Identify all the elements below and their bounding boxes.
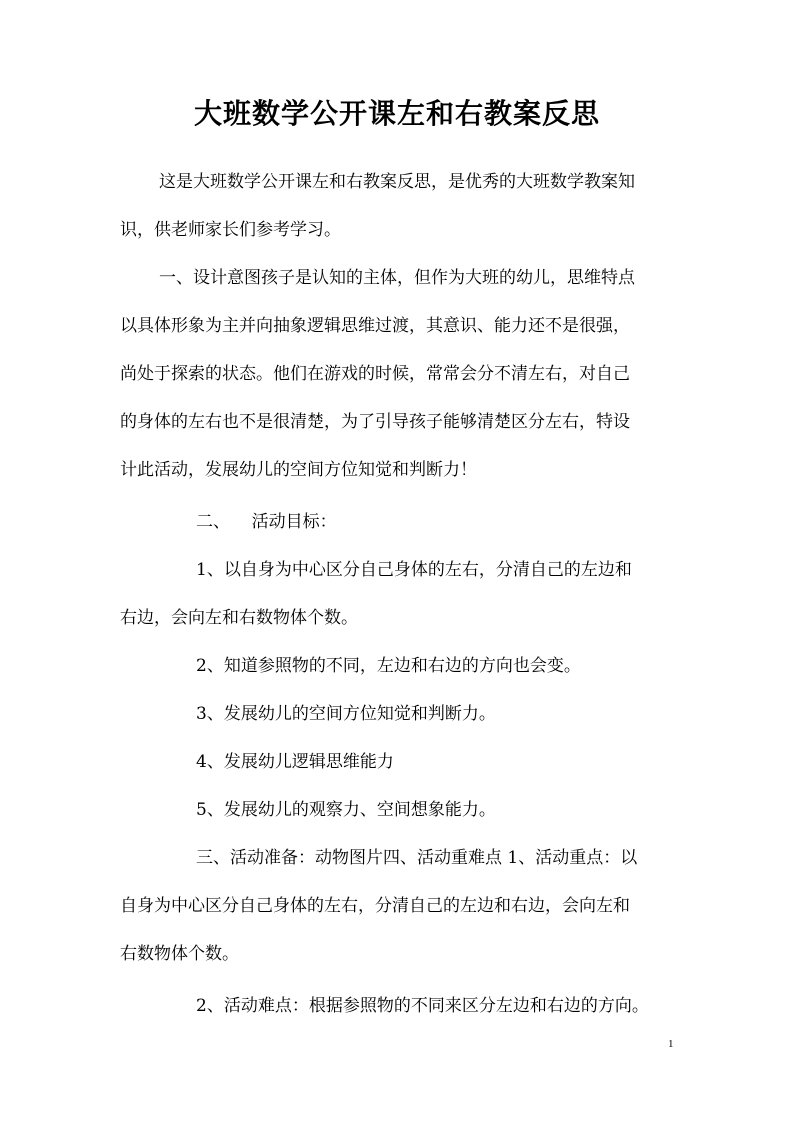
paragraph-line: 自身为中心区分自己身体的左右，分清自己的左边和右边，会向左和 bbox=[120, 896, 630, 916]
paragraph-line: 识，供老师家长们参考学习。 bbox=[120, 220, 341, 240]
list-item-continuation: 右边，会向左和右数物体个数。 bbox=[120, 608, 358, 628]
list-item: 1、以自身为中心区分自己身体的左右，分清自己的左边和 bbox=[196, 560, 632, 580]
paragraph-line: 的身体的左右也不是很清楚，为了引导孩子能够清楚区分左右，特设 bbox=[120, 412, 630, 432]
paragraph-line: 一、设计意图孩子是认知的主体，但作为大班的幼儿，思维特点 bbox=[159, 268, 635, 288]
list-item: 3、发展幼儿的空间方位知觉和判断力。 bbox=[196, 704, 496, 724]
paragraph-line: 计此活动，发展幼儿的空间方位知觉和判断力！ bbox=[120, 460, 477, 480]
paragraph-line: 以具体形象为主并向抽象逻辑思维过渡，其意识、能力还不是很强， bbox=[120, 316, 630, 336]
paragraph-line: 右数物体个数。 bbox=[120, 944, 239, 964]
paragraph-line: 尚处于探索的状态。他们在游戏的时候，常常会分不清左右，对自己 bbox=[120, 364, 630, 384]
document-title: 大班数学公开课左和右教案反思 bbox=[193, 97, 600, 130]
list-item: 5、发展幼儿的观察力、空间想象能力。 bbox=[196, 800, 496, 820]
section-heading: 二、 活动目标： bbox=[196, 512, 337, 532]
paragraph-line: 三、活动准备：动物图片四、活动重难点 1、活动重点：以 bbox=[196, 848, 638, 868]
list-item: 2、活动难点：根据参照物的不同来区分左边和右边的方向。 bbox=[196, 996, 649, 1016]
paragraph-line: 这是大班数学公开课左和右教案反思，是优秀的大班数学教案知 bbox=[159, 172, 635, 192]
list-item: 4、发展幼儿逻辑思维能力 bbox=[196, 752, 394, 772]
list-item: 2、知道参照物的不同，左边和右边的方向也会变。 bbox=[196, 656, 581, 676]
page-number: 1 bbox=[668, 1038, 674, 1050]
